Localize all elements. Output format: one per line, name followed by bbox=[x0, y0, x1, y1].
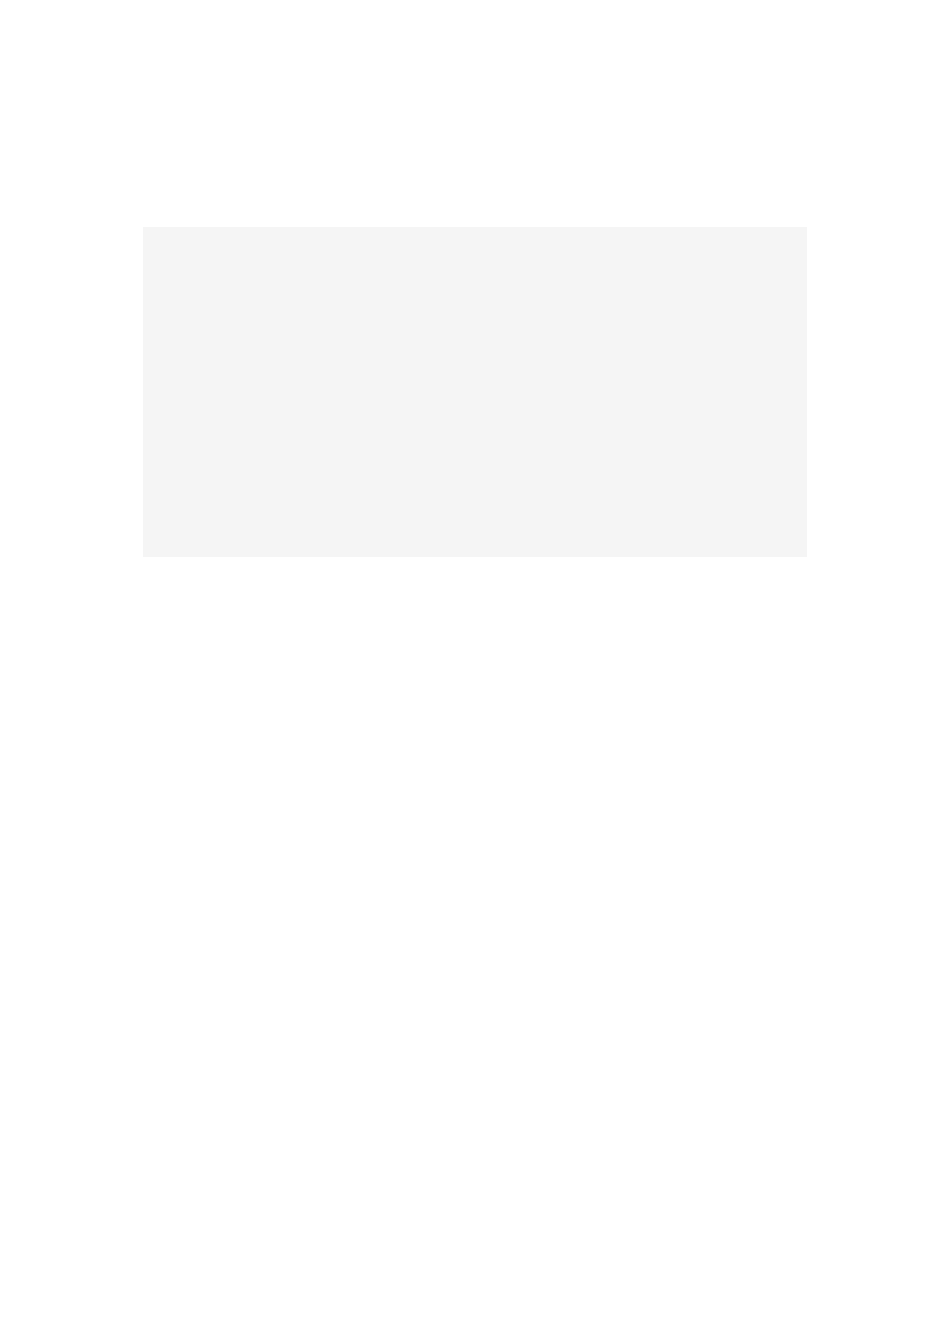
bar-chart-svg bbox=[143, 227, 807, 557]
investment-chart bbox=[143, 227, 807, 557]
